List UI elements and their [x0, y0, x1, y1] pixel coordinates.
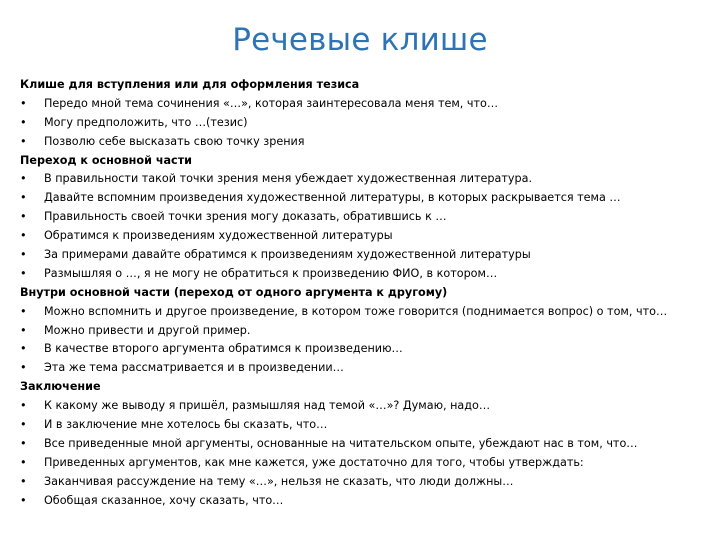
- bullet-icon: •: [20, 172, 27, 186]
- list-item-text: Можно вспомнить и другое произведение, в котором тоже говорится (поднимается вопрос) о том, что…: [44, 304, 668, 318]
- list-item: [20, 322, 720, 341]
- list-item-text: Все приведенные мной аргументы, основанные на читательском опыте, убеждают нас в том, что…: [44, 436, 638, 450]
- list-item: [20, 397, 720, 416]
- section-heading-intro: Клише для вступления или для оформления тезиса: [20, 78, 360, 91]
- bullet-icon: •: [20, 474, 27, 488]
- list-item: [20, 435, 720, 454]
- cliche-list: [20, 76, 720, 510]
- slide-title: Речевые клише: [232, 22, 488, 58]
- section-heading-body: Внутри основной части (переход от одного аргумента к другому): [20, 285, 448, 299]
- list-item: [20, 416, 720, 435]
- list-item-text: Позволю себе высказать свою точку зрения: [44, 134, 305, 148]
- list-item: [20, 114, 720, 133]
- list-item: [20, 454, 720, 473]
- bullet-icon: •: [20, 210, 27, 224]
- list-item-text: За примерами давайте обратимся к произведениям художественной литературы: [44, 248, 531, 262]
- list-item: [20, 473, 720, 492]
- bullet-icon: •: [20, 455, 27, 469]
- list-item-text: И в заключение мне хотелось бы сказать, что…: [44, 418, 328, 432]
- bullet-icon: •: [20, 304, 27, 318]
- bullet-icon: •: [20, 229, 27, 243]
- bullet-icon: •: [20, 96, 27, 110]
- bullet-icon: •: [20, 323, 27, 337]
- list-item-text: Давайте вспомним произведения художественной литературы, в которых раскрывается тема …: [44, 191, 621, 205]
- list-item: [20, 340, 720, 359]
- list-item: [20, 95, 720, 114]
- list-item-text: Заканчивая рассуждение на тему «…», нельзя не сказать, что люди должны…: [44, 474, 514, 488]
- list-item: [20, 265, 720, 284]
- bullet-icon: •: [20, 342, 27, 356]
- bullet-icon: •: [20, 399, 27, 413]
- list-item-text: К какому же выводу я пришёл, размышляя над темой «…»? Думаю, надо…: [44, 399, 491, 413]
- list-item-text: Приведенных аргументов, как мне кажется, уже достаточно для того, чтобы утверждать:: [44, 455, 584, 469]
- bullet-icon: •: [20, 361, 27, 375]
- list-item-text: Передо мной тема сочинения «…», которая заинтересовала меня тем, что…: [44, 96, 499, 110]
- section-heading-conclusion: Заключение: [20, 380, 101, 394]
- list-item: [20, 492, 720, 511]
- bullet-icon: •: [20, 115, 27, 129]
- bullet-icon: •: [20, 493, 27, 507]
- list-item-text: В качестве второго аргумента обратимся к произведению…: [44, 342, 403, 356]
- list-item: [20, 189, 720, 208]
- list-item-text: Размышляя о …, я не могу не обратиться к произведению ФИО, в котором…: [44, 266, 498, 280]
- list-item: [20, 246, 720, 265]
- bullet-icon: •: [20, 134, 27, 148]
- bullet-icon: •: [20, 248, 27, 262]
- section-heading-transition: Переход к основной части: [20, 153, 193, 167]
- list-item-text: Обратимся к произведениям художественной литературы: [44, 229, 393, 243]
- list-item: [20, 227, 720, 246]
- list-item: [20, 170, 720, 189]
- list-item: [20, 359, 720, 378]
- list-item: [20, 208, 720, 227]
- list-item-text: Обобщая сказанное, хочу сказать, что…: [44, 493, 284, 507]
- list-item-text: Правильность своей точки зрения могу доказать, обратившись к …: [44, 210, 447, 224]
- list-item-text: В правильности такой точки зрения меня убеждает художественная литература.: [44, 172, 533, 186]
- bullet-icon: •: [20, 191, 27, 205]
- list-item: [20, 133, 720, 152]
- list-item-text: Могу предположить, что …(тезис): [44, 115, 248, 129]
- bullet-icon: •: [20, 418, 27, 432]
- list-item-text: Можно привести и другой пример.: [44, 323, 251, 337]
- bullet-icon: •: [20, 266, 27, 280]
- list-item-text: Эта же тема рассматривается и в произведении…: [44, 361, 344, 375]
- list-item: [20, 303, 720, 322]
- bullet-icon: •: [20, 436, 27, 450]
